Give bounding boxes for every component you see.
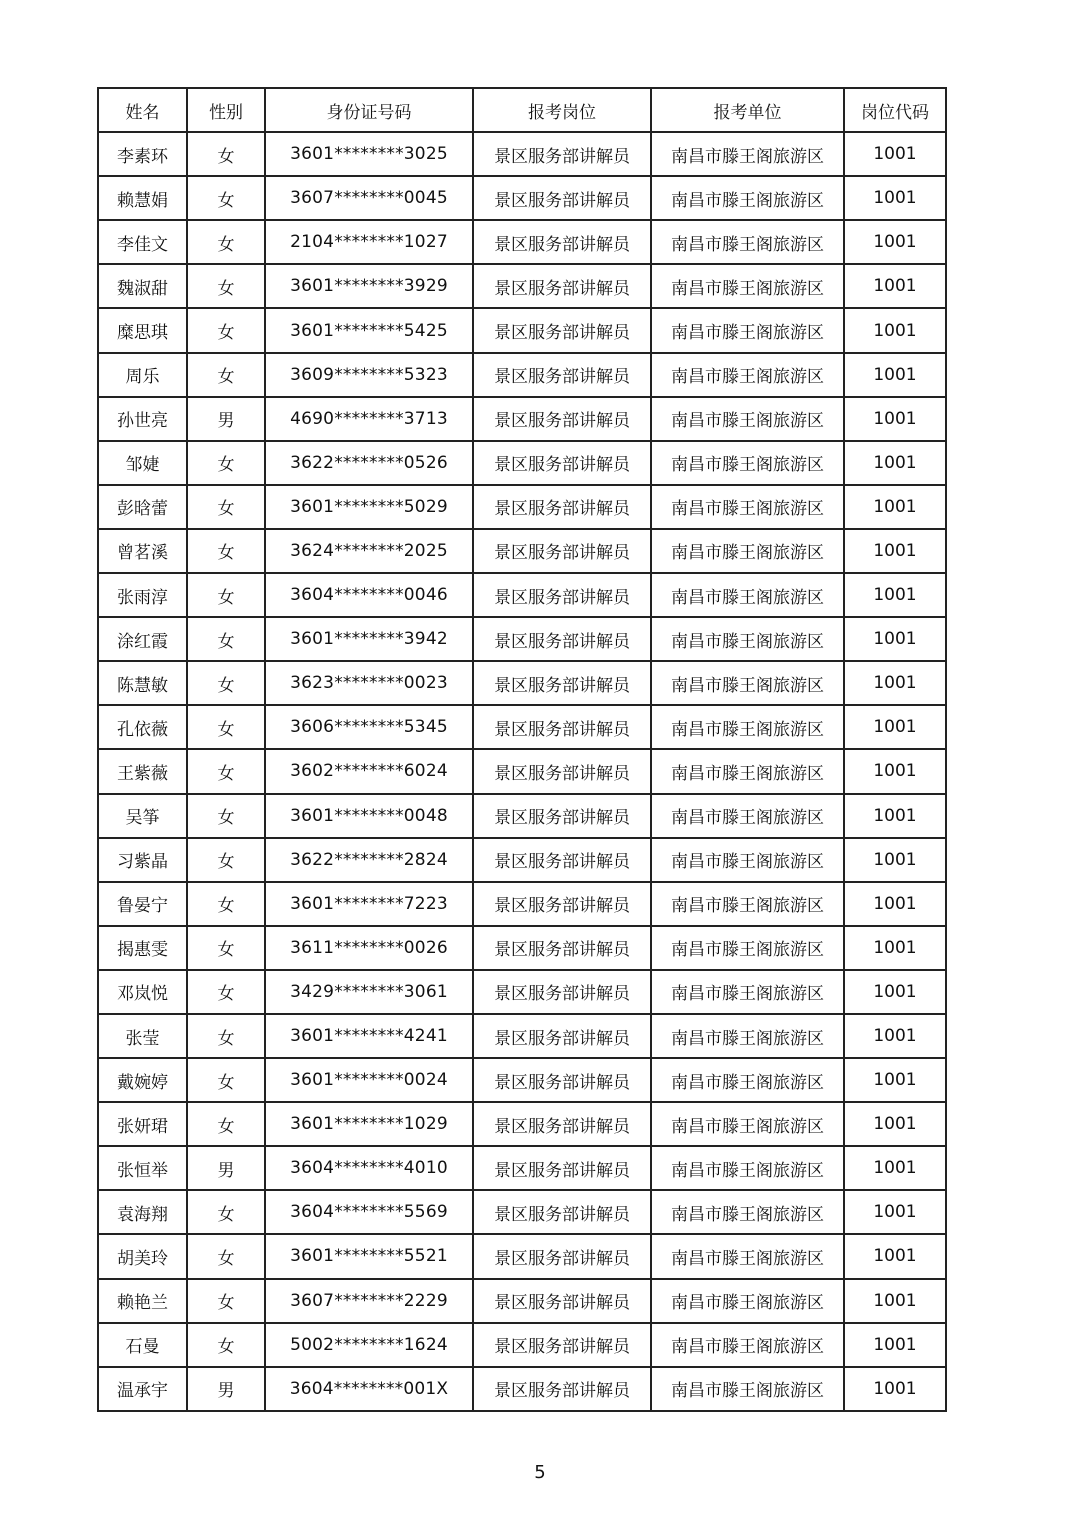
cell-position: 景区服务部讲解员 [473, 441, 651, 485]
cell-name: 张恒举 [98, 1146, 187, 1190]
cell-id-number: 3601********5521 [265, 1234, 473, 1278]
cell-position-code: 1001 [844, 617, 946, 661]
cell-name: 袁海翔 [98, 1190, 187, 1234]
cell-position: 景区服务部讲解员 [473, 529, 651, 573]
table-row [98, 926, 946, 970]
cell-position: 景区服务部讲解员 [473, 926, 651, 970]
cell-name: 赖艳兰 [98, 1279, 187, 1323]
cell-unit: 南昌市滕王阁旅游区 [651, 1323, 844, 1367]
cell-id-number: 3607********2229 [265, 1279, 473, 1323]
table-row [98, 1102, 946, 1146]
cell-name: 吴筝 [98, 794, 187, 838]
table-row [98, 1279, 946, 1323]
cell-unit: 南昌市滕王阁旅游区 [651, 353, 844, 397]
table-row [98, 882, 946, 926]
cell-gender: 男 [187, 1146, 265, 1190]
cell-position-code: 1001 [844, 1190, 946, 1234]
table-body [98, 132, 946, 1411]
cell-position-code: 1001 [844, 397, 946, 441]
table-row [98, 970, 946, 1014]
cell-id-number: 3601********5029 [265, 485, 473, 529]
cell-position: 景区服务部讲解员 [473, 176, 651, 220]
cell-position: 景区服务部讲解员 [473, 1323, 651, 1367]
cell-gender: 女 [187, 882, 265, 926]
cell-unit: 南昌市滕王阁旅游区 [651, 749, 844, 793]
cell-position: 景区服务部讲解员 [473, 794, 651, 838]
cell-gender: 女 [187, 176, 265, 220]
cell-position: 景区服务部讲解员 [473, 1146, 651, 1190]
cell-id-number: 3611********0026 [265, 926, 473, 970]
cell-unit: 南昌市滕王阁旅游区 [651, 1058, 844, 1102]
cell-unit: 南昌市滕王阁旅游区 [651, 1367, 844, 1411]
cell-name: 糜思琪 [98, 308, 187, 352]
cell-unit: 南昌市滕王阁旅游区 [651, 794, 844, 838]
cell-name: 温承宇 [98, 1367, 187, 1411]
table-row [98, 573, 946, 617]
cell-gender: 女 [187, 1058, 265, 1102]
cell-position-code: 1001 [844, 573, 946, 617]
cell-gender: 女 [187, 1190, 265, 1234]
cell-gender: 女 [187, 749, 265, 793]
cell-unit: 南昌市滕王阁旅游区 [651, 1102, 844, 1146]
cell-position: 景区服务部讲解员 [473, 661, 651, 705]
cell-unit: 南昌市滕王阁旅游区 [651, 441, 844, 485]
header-name: 姓名 [98, 88, 187, 132]
table-row [98, 1234, 946, 1278]
cell-position-code: 1001 [844, 661, 946, 705]
cell-position: 景区服务部讲解员 [473, 970, 651, 1014]
cell-unit: 南昌市滕王阁旅游区 [651, 220, 844, 264]
cell-position-code: 1001 [844, 264, 946, 308]
cell-unit: 南昌市滕王阁旅游区 [651, 838, 844, 882]
cell-id-number: 3606********5345 [265, 705, 473, 749]
header-position-code: 岗位代码 [844, 88, 946, 132]
cell-position: 景区服务部讲解员 [473, 1367, 651, 1411]
cell-name: 李佳文 [98, 220, 187, 264]
cell-name: 曾茗溪 [98, 529, 187, 573]
cell-name: 周乐 [98, 353, 187, 397]
table-row [98, 264, 946, 308]
cell-position-code: 1001 [844, 308, 946, 352]
applicant-table [97, 87, 947, 1412]
cell-position-code: 1001 [844, 1234, 946, 1278]
cell-id-number: 3623********0023 [265, 661, 473, 705]
cell-position: 景区服务部讲解员 [473, 485, 651, 529]
cell-position: 景区服务部讲解员 [473, 749, 651, 793]
cell-id-number: 5002********1624 [265, 1323, 473, 1367]
cell-position-code: 1001 [844, 1279, 946, 1323]
cell-unit: 南昌市滕王阁旅游区 [651, 1279, 844, 1323]
cell-unit: 南昌市滕王阁旅游区 [651, 176, 844, 220]
cell-position-code: 1001 [844, 132, 946, 176]
cell-id-number: 3604********4010 [265, 1146, 473, 1190]
table-row [98, 176, 946, 220]
cell-id-number: 2104********1027 [265, 220, 473, 264]
cell-gender: 女 [187, 220, 265, 264]
table-row [98, 749, 946, 793]
cell-unit: 南昌市滕王阁旅游区 [651, 132, 844, 176]
cell-name: 戴婉婷 [98, 1058, 187, 1102]
cell-position-code: 1001 [844, 220, 946, 264]
cell-unit: 南昌市滕王阁旅游区 [651, 573, 844, 617]
cell-gender: 女 [187, 970, 265, 1014]
cell-gender: 女 [187, 794, 265, 838]
cell-id-number: 3604********5569 [265, 1190, 473, 1234]
cell-position-code: 1001 [844, 1058, 946, 1102]
cell-position-code: 1001 [844, 882, 946, 926]
cell-position: 景区服务部讲解员 [473, 1234, 651, 1278]
cell-id-number: 3601********3942 [265, 617, 473, 661]
cell-id-number: 3601********0048 [265, 794, 473, 838]
header-unit: 报考单位 [651, 88, 844, 132]
cell-name: 石曼 [98, 1323, 187, 1367]
cell-name: 邓岚悦 [98, 970, 187, 1014]
page-number: 5 [534, 1462, 546, 1483]
cell-name: 涂红霞 [98, 617, 187, 661]
cell-id-number: 3601********4241 [265, 1014, 473, 1058]
cell-position: 景区服务部讲解员 [473, 1014, 651, 1058]
cell-unit: 南昌市滕王阁旅游区 [651, 705, 844, 749]
cell-id-number: 3601********5425 [265, 308, 473, 352]
cell-position: 景区服务部讲解员 [473, 264, 651, 308]
cell-position: 景区服务部讲解员 [473, 132, 651, 176]
cell-name: 孙世亮 [98, 397, 187, 441]
cell-gender: 女 [187, 617, 265, 661]
cell-name: 习紫晶 [98, 838, 187, 882]
header-id-number: 身份证号码 [265, 88, 473, 132]
header-gender: 性别 [187, 88, 265, 132]
table-row [98, 838, 946, 882]
cell-position-code: 1001 [844, 838, 946, 882]
cell-name: 张雨淳 [98, 573, 187, 617]
cell-position-code: 1001 [844, 1367, 946, 1411]
cell-position-code: 1001 [844, 1146, 946, 1190]
cell-id-number: 3429********3061 [265, 970, 473, 1014]
cell-position-code: 1001 [844, 176, 946, 220]
cell-position: 景区服务部讲解员 [473, 1102, 651, 1146]
table-row [98, 397, 946, 441]
cell-position-code: 1001 [844, 970, 946, 1014]
cell-position-code: 1001 [844, 441, 946, 485]
cell-position-code: 1001 [844, 353, 946, 397]
cell-name: 陈慧敏 [98, 661, 187, 705]
table-row [98, 220, 946, 264]
cell-id-number: 3604********0046 [265, 573, 473, 617]
table-row [98, 661, 946, 705]
cell-position: 景区服务部讲解员 [473, 573, 651, 617]
cell-name: 彭晗蕾 [98, 485, 187, 529]
cell-position-code: 1001 [844, 705, 946, 749]
table-row [98, 705, 946, 749]
cell-name: 胡美玲 [98, 1234, 187, 1278]
cell-gender: 女 [187, 132, 265, 176]
cell-gender: 女 [187, 1102, 265, 1146]
cell-name: 揭惠雯 [98, 926, 187, 970]
cell-id-number: 3601********3929 [265, 264, 473, 308]
header-position: 报考岗位 [473, 88, 651, 132]
cell-gender: 女 [187, 529, 265, 573]
cell-gender: 女 [187, 926, 265, 970]
cell-unit: 南昌市滕王阁旅游区 [651, 264, 844, 308]
table-row [98, 617, 946, 661]
cell-position-code: 1001 [844, 794, 946, 838]
cell-name: 王紫薇 [98, 749, 187, 793]
cell-id-number: 3601********3025 [265, 132, 473, 176]
cell-unit: 南昌市滕王阁旅游区 [651, 1234, 844, 1278]
cell-position: 景区服务部讲解员 [473, 1190, 651, 1234]
cell-unit: 南昌市滕王阁旅游区 [651, 397, 844, 441]
cell-position-code: 1001 [844, 749, 946, 793]
cell-unit: 南昌市滕王阁旅游区 [651, 1190, 844, 1234]
table-header-row [98, 88, 946, 132]
cell-unit: 南昌市滕王阁旅游区 [651, 970, 844, 1014]
cell-position-code: 1001 [844, 1014, 946, 1058]
cell-unit: 南昌市滕王阁旅游区 [651, 882, 844, 926]
cell-position-code: 1001 [844, 485, 946, 529]
cell-id-number: 3622********2824 [265, 838, 473, 882]
cell-id-number: 3601********1029 [265, 1102, 473, 1146]
table-row [98, 1014, 946, 1058]
cell-gender: 女 [187, 485, 265, 529]
cell-id-number: 3607********0045 [265, 176, 473, 220]
cell-position: 景区服务部讲解员 [473, 1279, 651, 1323]
cell-name: 鲁晏宁 [98, 882, 187, 926]
cell-id-number: 3604********001X [265, 1367, 473, 1411]
cell-name: 张莹 [98, 1014, 187, 1058]
table-row [98, 1058, 946, 1102]
table-row [98, 1190, 946, 1234]
cell-position: 景区服务部讲解员 [473, 882, 651, 926]
cell-name: 张妍珺 [98, 1102, 187, 1146]
cell-position-code: 1001 [844, 529, 946, 573]
cell-unit: 南昌市滕王阁旅游区 [651, 617, 844, 661]
cell-gender: 女 [187, 1323, 265, 1367]
cell-unit: 南昌市滕王阁旅游区 [651, 529, 844, 573]
table-row [98, 485, 946, 529]
cell-unit: 南昌市滕王阁旅游区 [651, 485, 844, 529]
cell-gender: 男 [187, 397, 265, 441]
cell-unit: 南昌市滕王阁旅游区 [651, 308, 844, 352]
cell-position-code: 1001 [844, 1102, 946, 1146]
cell-position: 景区服务部讲解员 [473, 705, 651, 749]
cell-name: 赖慧娟 [98, 176, 187, 220]
table-row [98, 1146, 946, 1190]
cell-name: 魏淑甜 [98, 264, 187, 308]
cell-id-number: 3601********7223 [265, 882, 473, 926]
cell-gender: 女 [187, 353, 265, 397]
cell-id-number: 3601********0024 [265, 1058, 473, 1102]
cell-position: 景区服务部讲解员 [473, 838, 651, 882]
cell-name: 孔依薇 [98, 705, 187, 749]
cell-gender: 女 [187, 573, 265, 617]
cell-id-number: 4690********3713 [265, 397, 473, 441]
cell-unit: 南昌市滕王阁旅游区 [651, 1014, 844, 1058]
cell-gender: 女 [187, 838, 265, 882]
cell-gender: 女 [187, 705, 265, 749]
table-row [98, 441, 946, 485]
table-row [98, 308, 946, 352]
table-row [98, 794, 946, 838]
table-row [98, 132, 946, 176]
cell-position: 景区服务部讲解员 [473, 397, 651, 441]
cell-gender: 女 [187, 441, 265, 485]
cell-gender: 男 [187, 1367, 265, 1411]
cell-id-number: 3622********0526 [265, 441, 473, 485]
cell-gender: 女 [187, 264, 265, 308]
cell-unit: 南昌市滕王阁旅游区 [651, 926, 844, 970]
cell-gender: 女 [187, 661, 265, 705]
cell-position: 景区服务部讲解员 [473, 353, 651, 397]
cell-unit: 南昌市滕王阁旅游区 [651, 661, 844, 705]
table-row [98, 1323, 946, 1367]
cell-position: 景区服务部讲解员 [473, 617, 651, 661]
cell-name: 邹婕 [98, 441, 187, 485]
cell-position: 景区服务部讲解员 [473, 308, 651, 352]
table-row [98, 353, 946, 397]
table-row [98, 1367, 946, 1411]
cell-gender: 女 [187, 308, 265, 352]
cell-id-number: 3624********2025 [265, 529, 473, 573]
cell-gender: 女 [187, 1014, 265, 1058]
cell-position-code: 1001 [844, 1323, 946, 1367]
cell-position: 景区服务部讲解员 [473, 220, 651, 264]
cell-name: 李素环 [98, 132, 187, 176]
cell-position: 景区服务部讲解员 [473, 1058, 651, 1102]
cell-id-number: 3609********5323 [265, 353, 473, 397]
cell-unit: 南昌市滕王阁旅游区 [651, 1146, 844, 1190]
table-row [98, 529, 946, 573]
cell-gender: 女 [187, 1279, 265, 1323]
cell-id-number: 3602********6024 [265, 749, 473, 793]
cell-position-code: 1001 [844, 926, 946, 970]
cell-gender: 女 [187, 1234, 265, 1278]
